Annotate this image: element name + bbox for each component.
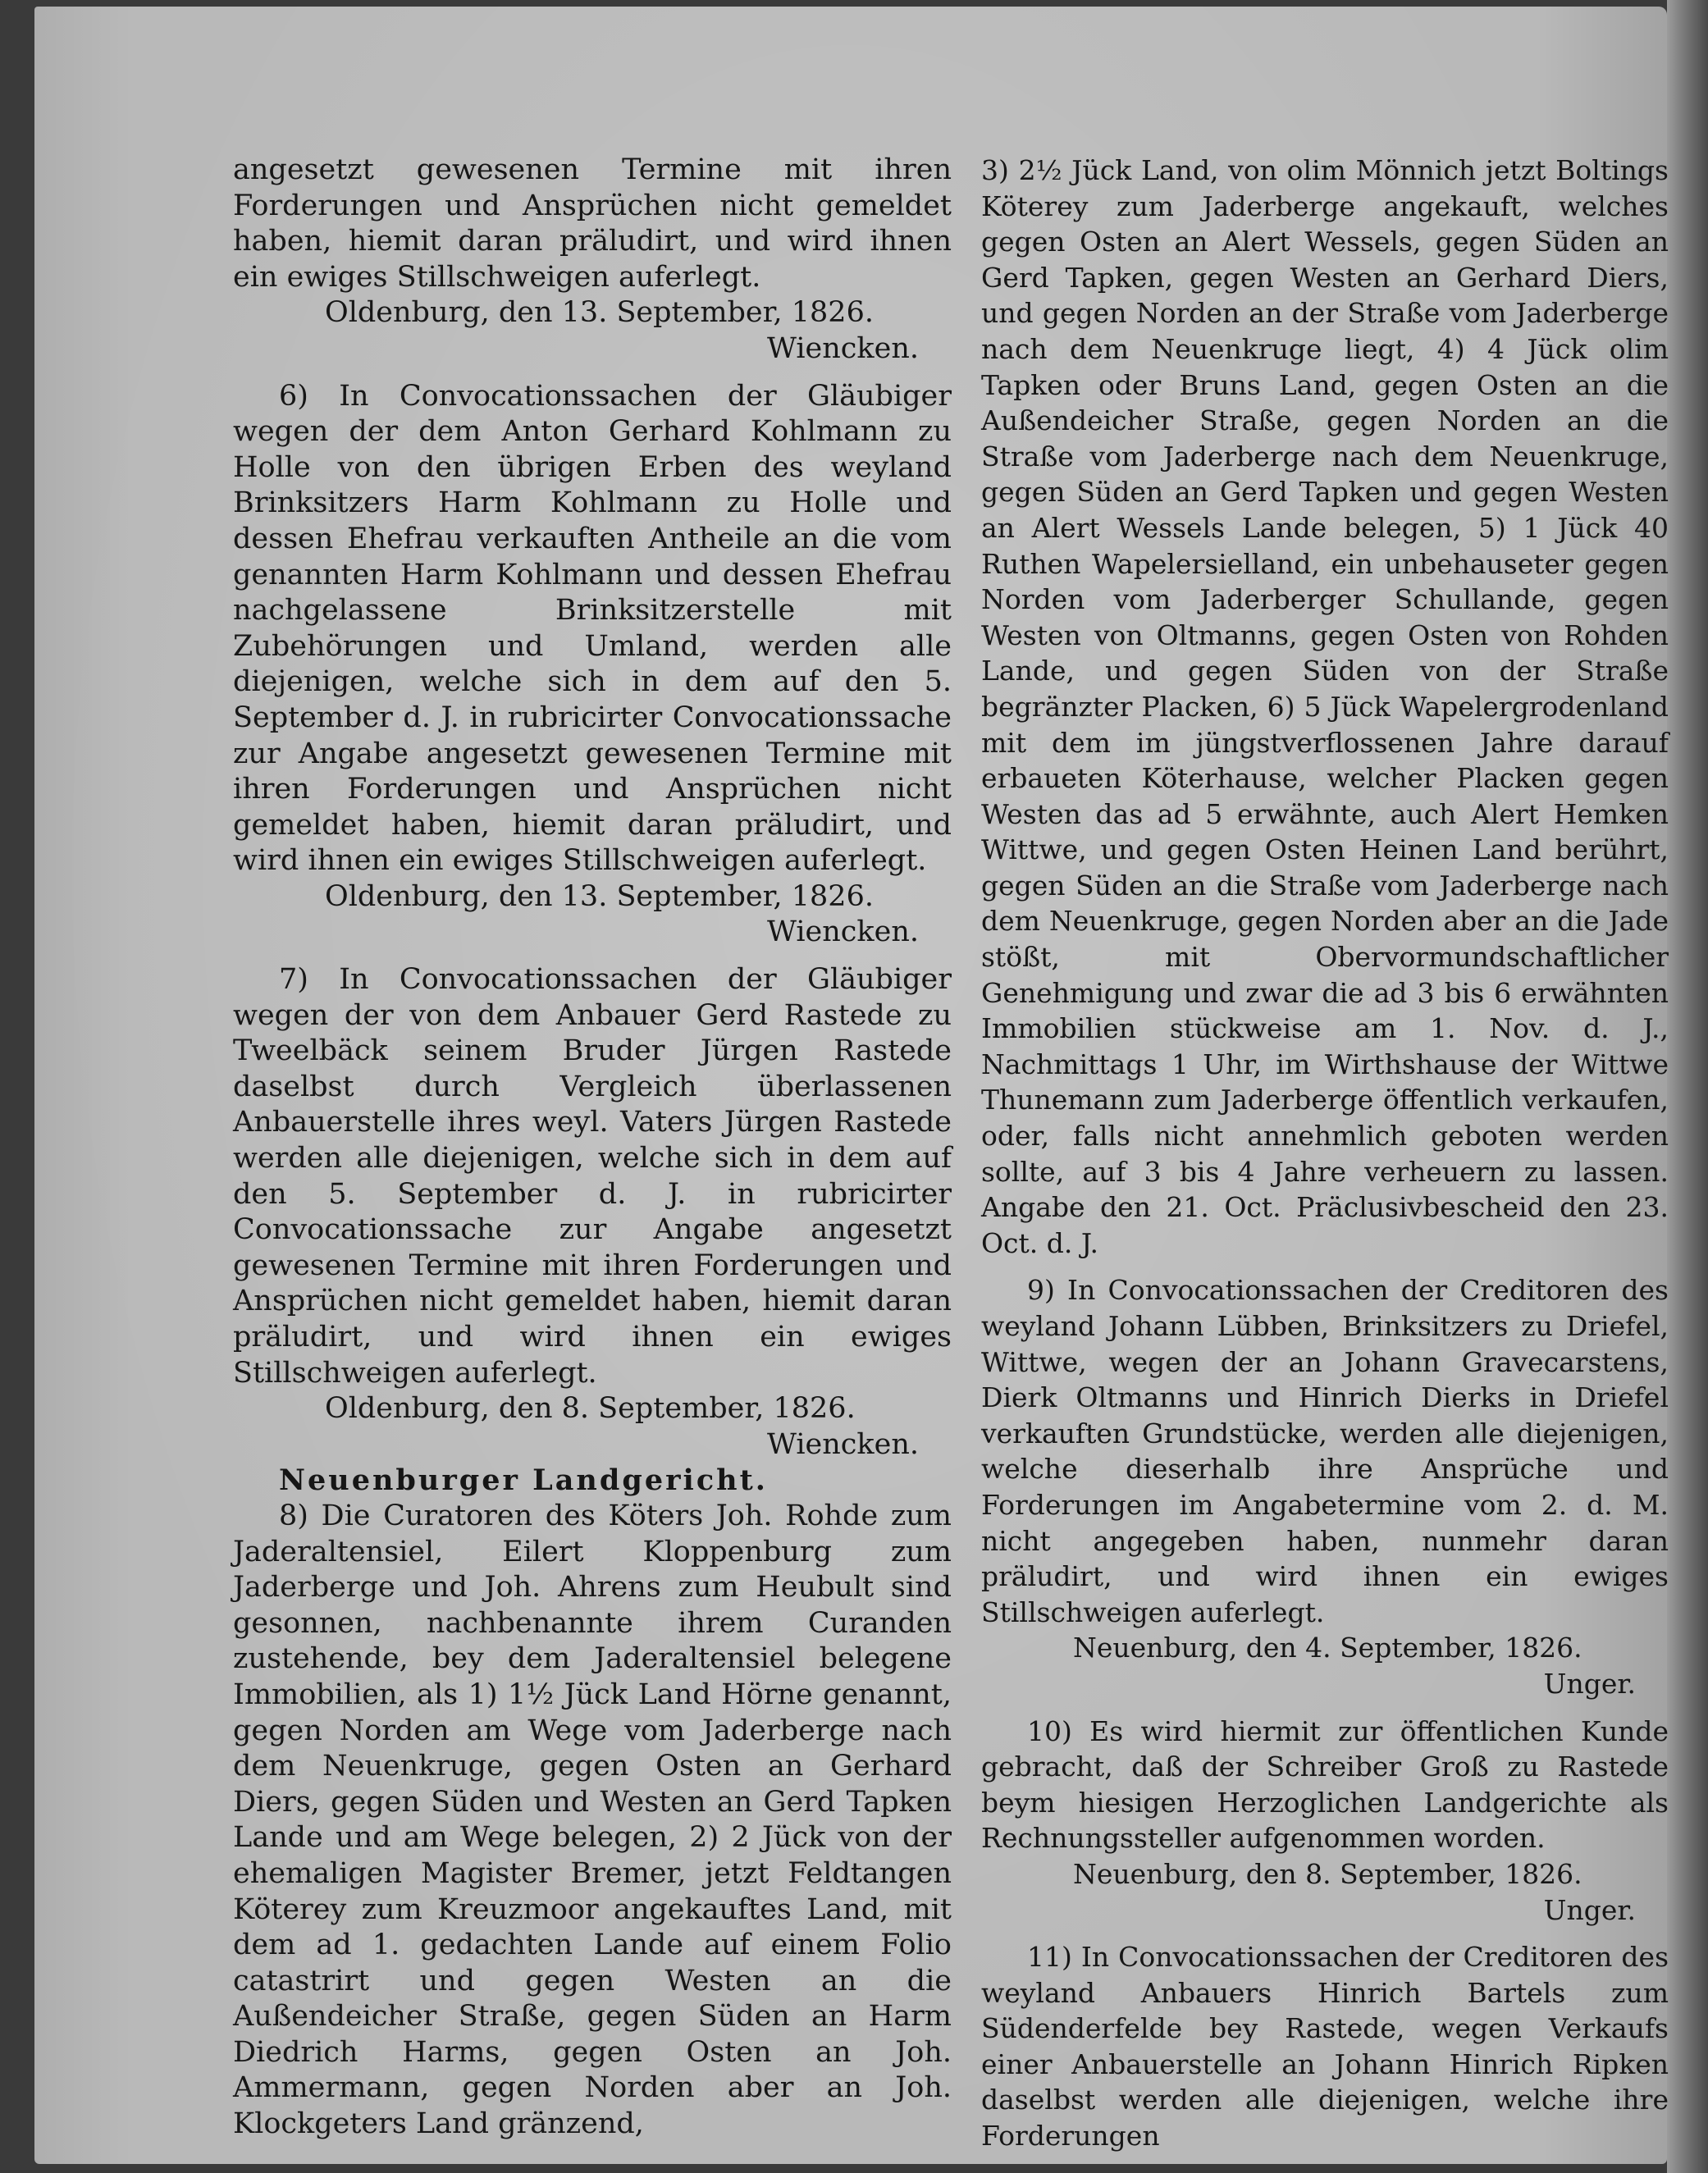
dateline: Neuenburg, den 8. September, 1826.: [1073, 1857, 1582, 1890]
notice-11: 11) In Convocationssachen der Creditoren des weyland Anbauers Hinrich Bartels zum Südenderfelde bey Rastede, wegen Verkaufs einer Anbauerstelle an Johann Hinrich Ripken daselbst werden alle diejenigen, welche ihre Forderungen: [981, 1941, 1669, 2152]
signature: Wiencken.: [767, 331, 919, 365]
signature: Wiencken.: [767, 1427, 919, 1461]
adjacent-page-edge: [1667, 0, 1708, 2173]
left-text-column: [233, 153, 952, 2143]
notice-6: 6) In Convocationssachen der Gläubiger wegen der dem Anton Gerhard Kohlmann zu Holle von den übrigen Erben des weyland Brinksitzers Harm Kohlmann zu Holle und dessen Ehefrau verkauften Antheile an die vom genannten Harm Kohlmann und dessen Ehefrau nachgelassene Brinksitzerstelle mit Zubehörungen und Umland, werden alle diejenigen, welche sich in dem auf den 5. September d. J. in rubricirter Convocationssache zur Angabe angesetzt gewesenen Termine mit ihren Forderungen und Ansprüchen nicht gemeldet haben, hiemit daran präludirt, und wird ihnen ein ewiges Stillschweigen auferlegt.: [233, 379, 952, 878]
signature: Wiencken.: [767, 915, 919, 949]
dateline: Oldenburg, den 8. September, 1826.: [325, 1392, 856, 1426]
signature: Unger.: [1543, 1893, 1636, 1926]
notice-10: 10) Es wird hiermit zur öffentlichen Kunde gebracht, daß der Schreiber Groß zu Rastede beym hiesigen Herzoglichen Landgerichte als Rechnungssteller aufgenommen worden.: [981, 1714, 1669, 1855]
section-heading: Neuenburger Landgericht.: [279, 1463, 768, 1498]
notice-7: 7) In Convocationssachen der Gläubiger wegen der von dem Anbauer Gerd Rastede zu Tweelbäck seinem Bruder Jürgen Rastede daselbst durch Vergleich überlassenen Anbauerstelle ihres weyl. Vaters Jürgen Rastede werden alle diejenigen, welche sich in dem auf den 5. September d. J. in rubricirter Convocationssache zur Angabe angesetzt gewesenen Termine mit ihren Forderungen und Ansprüchen nicht gemeldet haben, hiemit daran präludirt, und wird ihnen ein ewiges Stillschweigen auferlegt.: [233, 963, 952, 1390]
signature: Unger.: [1543, 1667, 1636, 1700]
dateline: Oldenburg, den 13. September, 1826.: [325, 296, 874, 330]
right-text-column: [981, 153, 1669, 2154]
notice-9: 9) In Convocationssachen der Creditoren des weyland Johann Lübben, Brinksitzers zu Driefel, Wittwe, wegen der an Johann Gravecarstens, Dierk Oltmanns und Hinrich Dierks in Driefel verkauften Grundstücke, werden alle diejenigen, welche dieserhalb ihre Ansprüche und Forderungen im Angabetermine vom 2. d. M. nicht angegeben haben, nunmehr daran präludirt, und wird ihnen ein ewiges Stillschweigen auferlegt.: [981, 1274, 1669, 1628]
dateline: Neuenburg, den 4. September, 1826.: [1073, 1632, 1582, 1664]
dateline: Oldenburg, den 13. September, 1826.: [325, 879, 874, 913]
notice-8: 8) Die Curatoren des Köters Joh. Rohde zum Jaderaltensiel, Eilert Kloppenburg zum Jaderberge und Joh. Ahrens zum Heubult sind gesonnen, nachbenannte ihrem Curanden zustehende, bey dem Jaderaltensiel belegene Immobilien, als 1) 1½ Jück Land Hörne genannt, gegen Norden am Wege vom Jaderberge nach dem Neuenkruge, gegen Osten an Gerhard Diers, gegen Süden und Westen an Gerd Tapken Lande und am Wege belegen, 2) 2 Jück von der ehemaligen Magister Bremer, jetzt Feldtangen Köterey zum Kreuzmoor angekauftes Land, mit dem ad 1. gedachten Lande auf einem Folio catastrirt und gegen Westen an die Außendeicher Straße, gegen Süden an Harm Diedrich Harms, gegen Osten an Joh. Ammermann, gegen Norden aber an Joh. Klockgeters Land gränzend,: [233, 1499, 952, 2141]
notice-8-continuation: 3) 2½ Jück Land, von olim Mönnich jetzt Boltings Köterey zum Jaderberge angekauft, welches gegen Osten an Alert Wessels, gegen Süden an Gerd Tapken, gegen Westen an Gerhard Diers, und gegen Norden an der Straße vom Jaderberge nach dem Neuenkruge liegt, 4) 4 Jück olim Tapken oder Bruns Land, gegen Osten an die Außendeicher Straße, gegen Norden an die Straße vom Jaderberge nach dem Neuenkruge, gegen Süden an Gerd Tapken und gegen Westen an Alert Wessels Lande belegen, 5) 1 Jück 40 Ruthen Wapelersielland, ein unbehauseter gegen Norden vom Jaderberger Schullande, gegen Westen von Oltmanns, gegen Osten von Rohden Lande, und gegen Süden von der Straße begränzter Placken, 6) 5 Jück Wapelergrodenland mit dem im jüngstverflossenen Jahre darauf erbaueten Köterhause, welcher Placken gegen Westen das ad 5 erwähnte, auch Alert Hemken Wittwe, und gegen Osten Heinen Land berührt, gegen Süden an die Straße vom Jaderberge nach dem Neuenkruge, gegen Norden aber an die Jade stößt, mit Obervormundschaftlicher Genehmigung und zwar die ad 3 bis 6 erwähnten Immobilien stückweise am 1. Nov. d. J., Nachmittags 1 Uhr, im Wirthshause der Wittwe Thunemann zum Jaderberge öffentlich verkaufen, oder, falls nicht annehmlich geboten werden sollte, auf 3 bis 4 Jahre verheuern zu lassen. Angabe den 21. Oct. Präclusivbescheid den 23. Oct. d. J.: [981, 154, 1669, 1259]
paragraph-continuation: angesetzt gewesenen Termine mit ihren Forderungen und Ansprüchen nicht gemeldet haben, hiemit daran präludirt, und wird ihnen ein ewiges Stillschweigen auferlegt.: [233, 153, 952, 294]
